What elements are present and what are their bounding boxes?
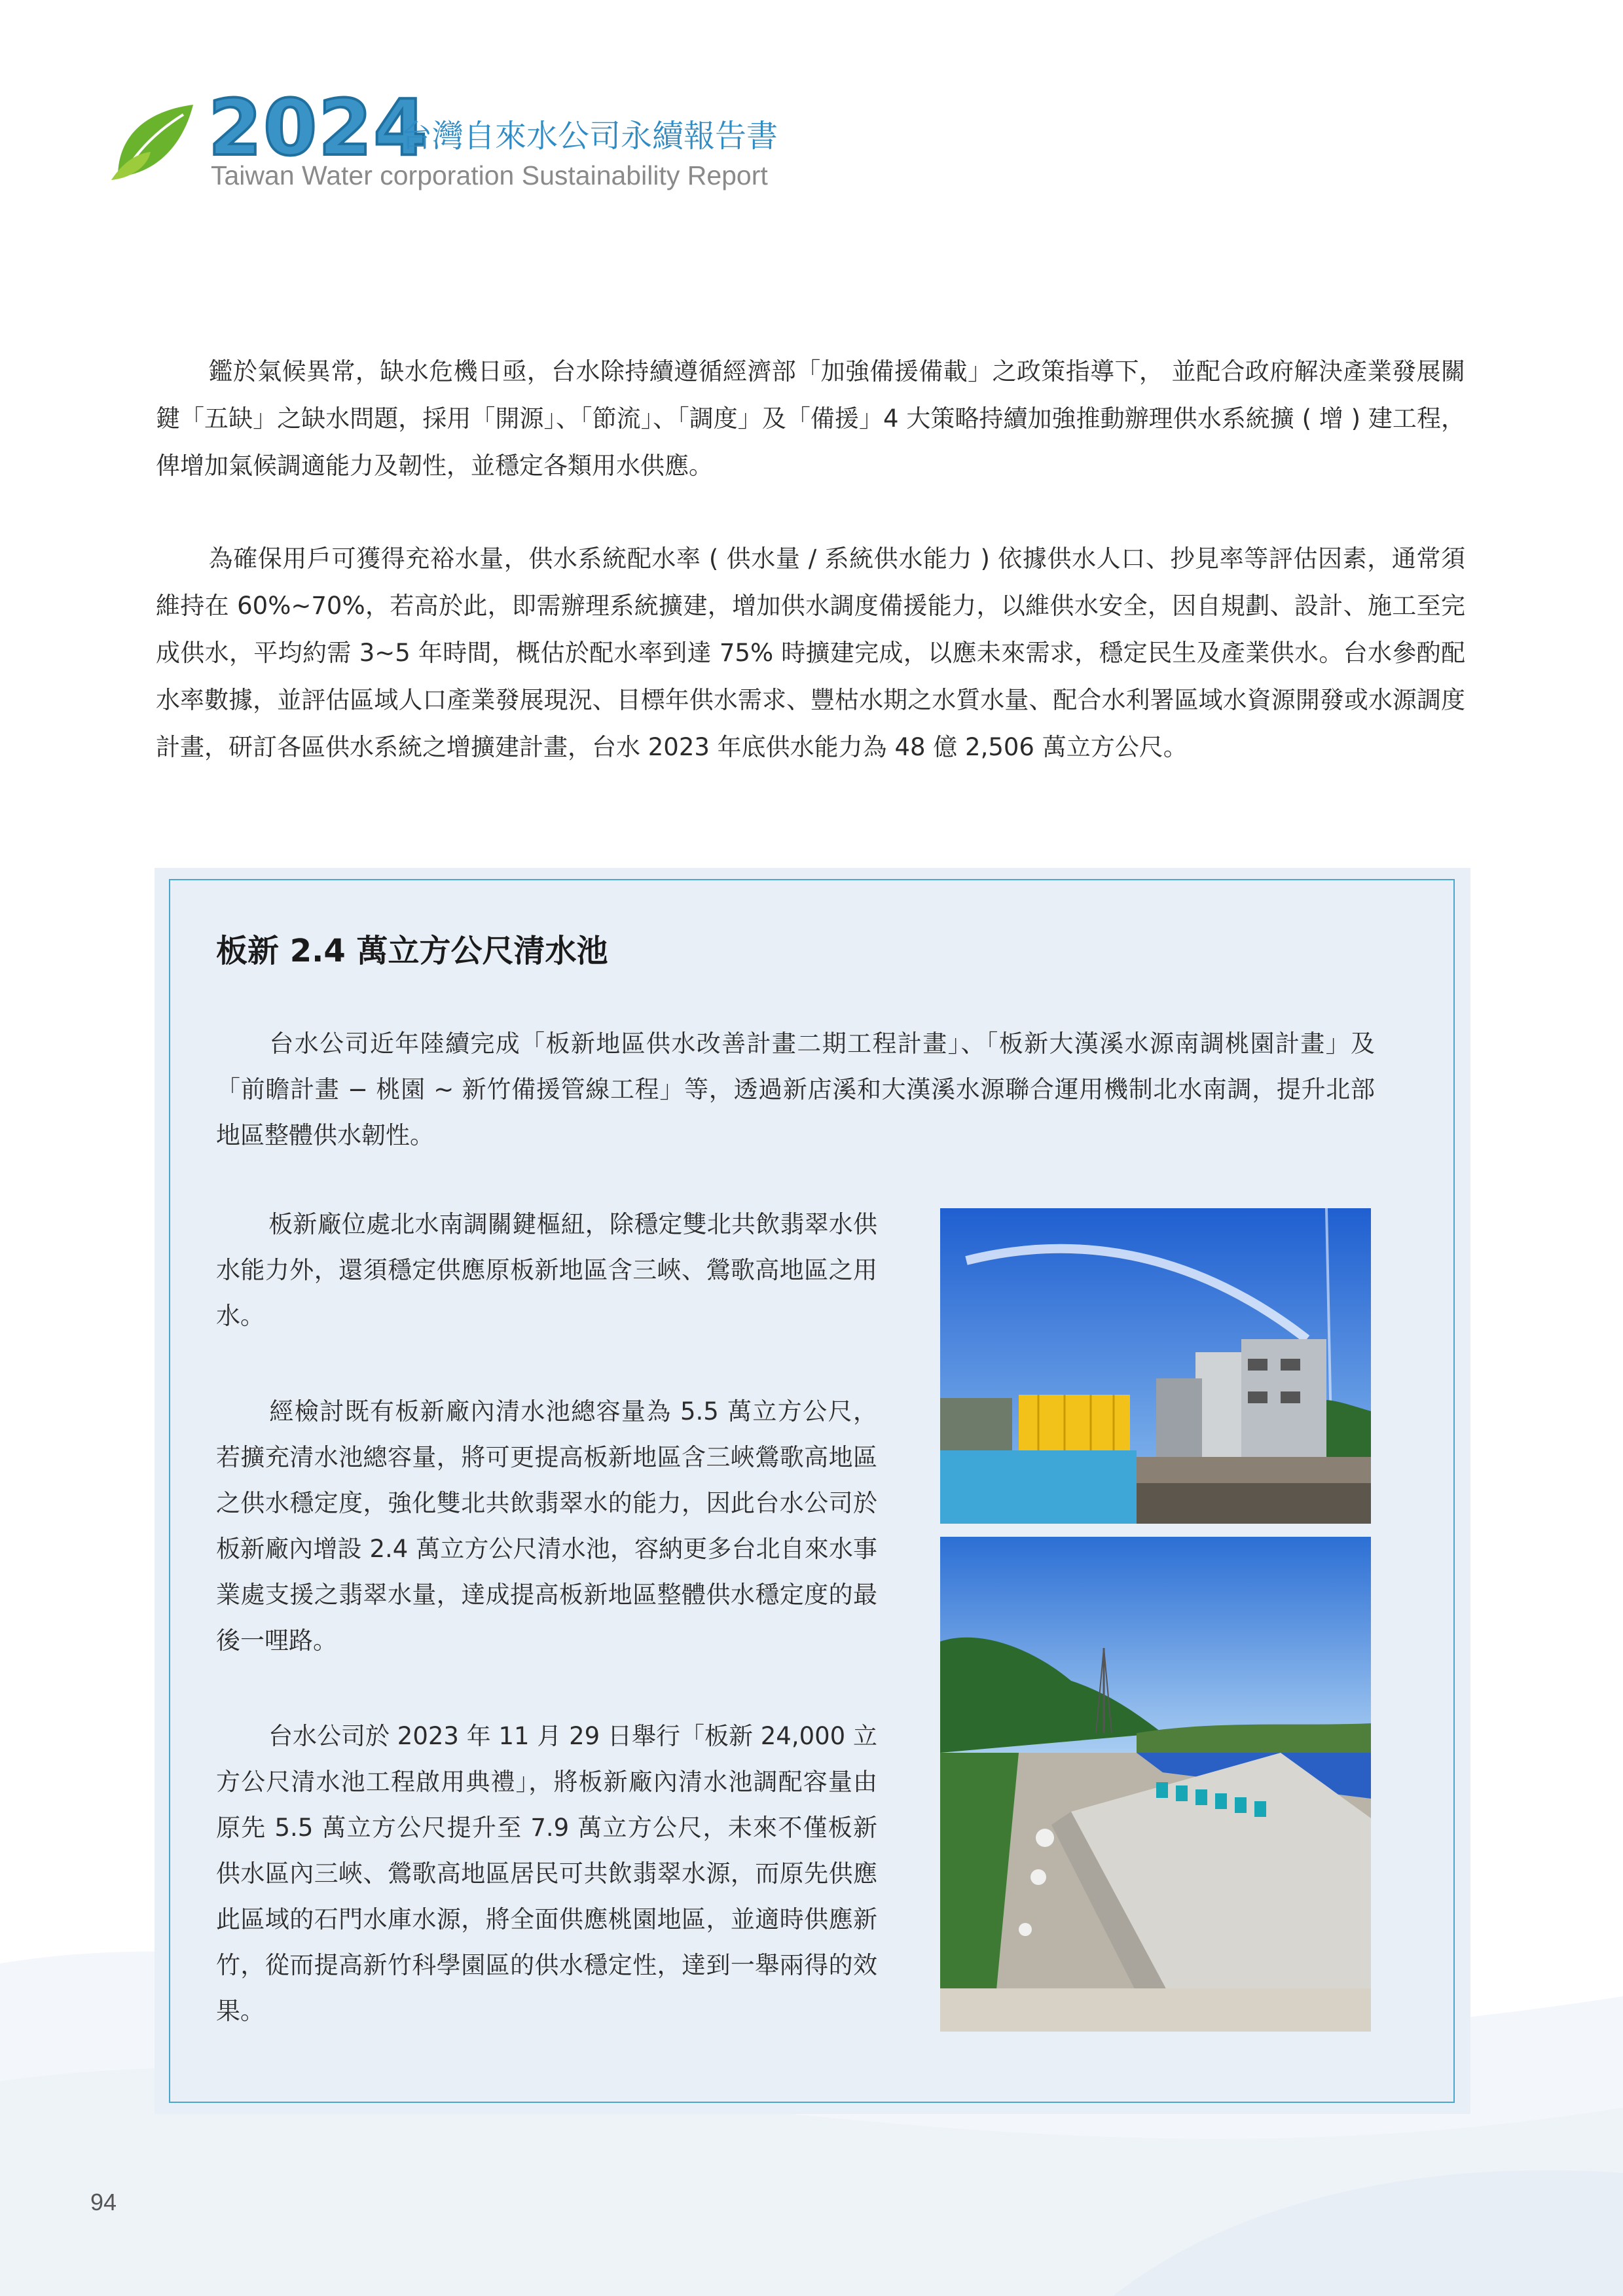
feature-box-heading: 板新 2.4 萬立方公尺清水池: [216, 933, 608, 969]
page-number: 94: [90, 2189, 117, 2215]
feature-paragraph-3-text: 經檢討既有板新廠內清水池總容量為 5.5 萬立方公尺，若擴充清水池總容量，將可更提高板新地區含三峽鶯歌高地區之供水穩定度，強化雙北共飲翡翠水的能力，因此台水公司於板新廠內增設 2.4 萬立方公尺清水池，容納更多台北自來水事業處支援之翡翠水量，達成提高板新地區整體供水穩定度的最後一哩路。: [216, 1397, 877, 1655]
feature-paragraph-4-text: 台水公司於 2023 年 11 月 29 日舉行「板新 24,000 立方公尺清水池工程啟用典禮」，將板新廠內清水池調配容量由原先 5.5 萬立方公尺提升至 7.9 萬立方公尺，未來不僅板新供水區內三峽、鶯歌高地區居民可共飲翡翠水源，而原先供應此區域的石門水庫水源，將全面供應桃園地區，並適時供應新竹，從而提高新竹科學園區的供水穩定性，達到一舉兩得的效果。: [216, 1722, 877, 2025]
body-paragraph-2: [156, 535, 1465, 771]
leaf-logo-icon: [111, 98, 196, 183]
report-title-en: Taiwan Water corporation Sustainability Report: [211, 160, 768, 190]
body-paragraph-1-text: 鑑於氣候異常，缺水危機日亟，台水除持續遵循經濟部「加強備援備載」之政策指導下， 並配合政府解決產業發展關鍵「五缺」之缺水問題，採用「開源」、「節流」、「調度」及「備援」4 大策略持續加強推動辦理供水系統擴 ( 增 ) 建工程，俾增加氣候調適能力及韌性，並穩定各類用水供應。: [156, 357, 1465, 480]
reservoir-construction-photo: [940, 1537, 1371, 2032]
feature-paragraph-2: [216, 1202, 877, 1339]
report-title-zh: 台灣自來水公司永續報告書: [401, 118, 778, 154]
feature-paragraph-4: [216, 1713, 877, 2034]
body-paragraph-2-text: 為確保用戶可獲得充裕水量，供水系統配水率 ( 供水量 / 系統供水能力 ) 依據供水人口、抄見率等評估因素，通常須維持在 60%~70%，若高於此，即需辦理系統擴建，增加供水調度備援能力，以維供水安全，因自規劃、設計、施工至完成供水，平均約需 3~5 年時間，概估於配水率到達 75% 時擴建完成，以應未來需求，穩定民生及產業供水。台水參酌配水率數據，並評估區域人口產業發展現況、目標年供水需求、豐枯水期之水質水量、配合水利署區域水資源開發或水源調度計畫，研訂各區供水系統之增擴建計畫，台水 2023 年底供水能力為 48 億 2,506 萬立方公尺。: [156, 545, 1465, 761]
feature-paragraph-2-text: 板新廠位處北水南調關鍵樞紐，除穩定雙北共飲翡翠水供水能力外，還須穩定供應原板新地區含三峽、鶯歌高地區之用水。: [216, 1210, 877, 1330]
feature-paragraph-1-text: 台水公司近年陸續完成「板新地區供水改善計畫二期工程計畫」、「板新大漢溪水源南調桃園計畫」及「前瞻計畫 − 桃園 ~ 新竹備援管線工程」等，透過新店溪和大漢溪水源聯合運用機制北水南調，提升北部地區整體供水韌性。: [216, 1030, 1375, 1149]
report-year: 2024: [208, 82, 429, 173]
body-paragraph-1: [156, 348, 1465, 490]
feature-paragraph-1: [216, 1021, 1375, 1158]
feature-paragraph-3: [216, 1389, 877, 1664]
plant-building-photo: [940, 1208, 1371, 1524]
